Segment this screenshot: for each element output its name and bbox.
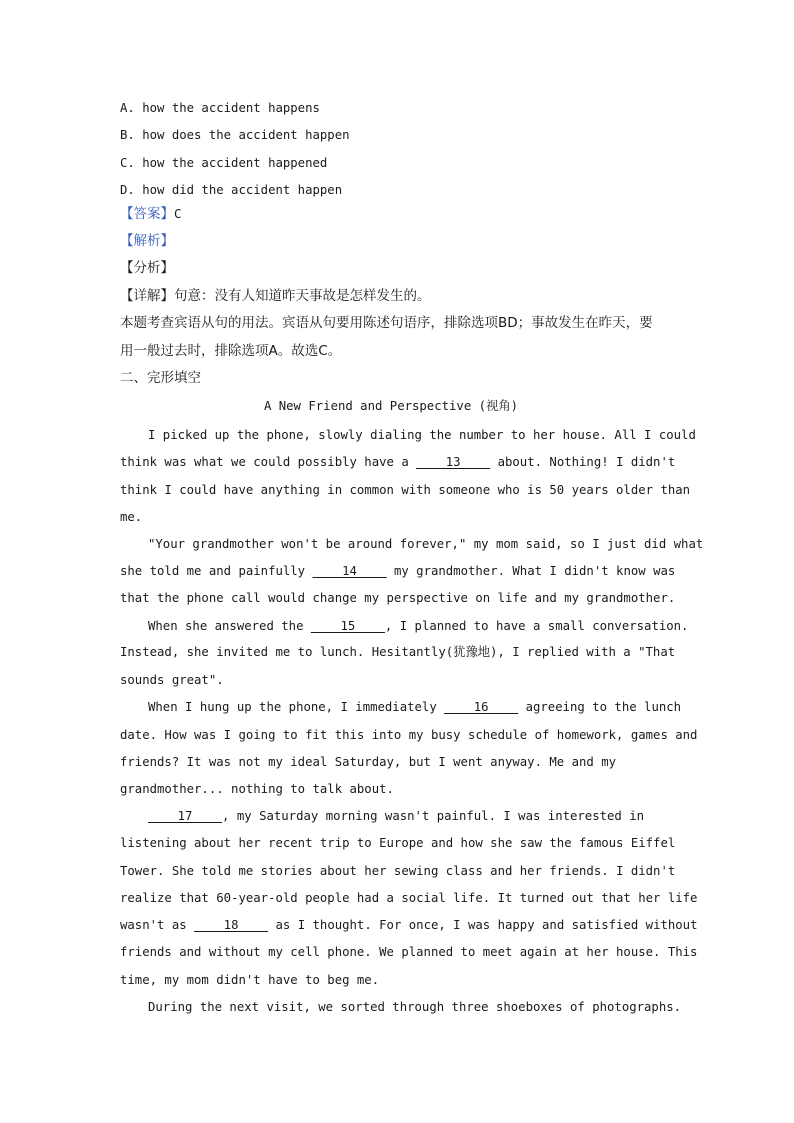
answer-value: C [174, 207, 182, 221]
blank-14[interactable]: ____14____ [312, 564, 387, 578]
passage-line: friends? It was not my ideal Saturday, but I went anyway. Me and my [120, 755, 617, 769]
explain-line-1: 本题考查宾语从句的用法。宾语从句要用陈述句语序，排除选项BD；事故发生在昨天，要 [120, 315, 653, 331]
passage-line: When she answered the ____15____, I planned to have a small conversation. [148, 619, 689, 633]
explain-line-2: 用一般过去时，排除选项A。故选C。 [120, 343, 342, 359]
option-c: C. how the accident happened [120, 156, 328, 170]
passage-line: think I could have anything in common with someone who is 50 years older than [120, 483, 691, 497]
detail-line [120, 287, 431, 305]
passage-line: sounds great". [120, 673, 224, 687]
passage-line: time, my mom didn't have to beg me. [120, 973, 380, 987]
passage-line: that the phone call would change my perspective on life and my grandmother. [120, 591, 676, 605]
passage-line: I picked up the phone, slowly dialing the number to her house. All I could [148, 428, 696, 442]
passage-line: listening about her recent trip to Europe and how she saw the famous Eiffel [120, 836, 676, 850]
passage-line: When I hung up the phone, I immediately ____16____ agreeing to the lunch [148, 700, 682, 714]
option-a: A. how the accident happens [120, 101, 320, 115]
option-b: B. how does the accident happen [120, 128, 350, 142]
fenxi-tag: 【分析】 [120, 260, 174, 276]
section-title: 二、完形填空 [120, 370, 201, 386]
detail-tag: 【详解】 [120, 288, 174, 304]
passage-line: During the next visit, we sorted through three shoeboxes of photographs. [148, 1000, 682, 1014]
passage-line: think was what we could possibly have a ____13____ about. Nothing! I didn't [120, 455, 676, 469]
blank-16[interactable]: ____16____ [444, 700, 519, 714]
passage-line: date. How was I going to fit this into my busy schedule of homework, games and [120, 728, 698, 742]
detail-text: 句意：没有人知道昨天事故是怎样发生的。 [174, 288, 431, 304]
analysis-tag: 【解析】 [120, 233, 174, 249]
passage-line: friends and without my cell phone. We planned to meet again at her house. This [120, 945, 698, 959]
passage-line: Tower. She told me stories about her sewing class and her friends. I didn't [120, 864, 676, 878]
passage-line: ____17____, my Saturday morning wasn't painful. I was interested in [148, 809, 645, 823]
passage-title: A New Friend and Perspective (视角) [263, 399, 519, 413]
blank-13[interactable]: ____13____ [416, 455, 491, 469]
answer-tag: 【答案】 [120, 206, 174, 222]
passage-line: realize that 60-year-old people had a social life. It turned out that her life [120, 891, 698, 905]
passage-line: Instead, she invited me to lunch. Hesitantly(犹豫地), I replied with a "That [120, 645, 676, 659]
answer-line [120, 205, 181, 223]
blank-17[interactable]: ____17____ [148, 809, 223, 823]
passage-line: "Your grandmother won't be around forever," my mom said, so I just did what [148, 537, 704, 551]
passage-line: me. [120, 510, 143, 524]
blank-18[interactable]: ____18____ [194, 918, 269, 932]
option-d: D. how did the accident happen [120, 183, 343, 197]
passage-line: wasn't as ____18____ as I thought. For once, I was happy and satisfied without [120, 918, 698, 932]
blank-15[interactable]: ____15____ [310, 619, 385, 633]
passage-line: grandmother... nothing to talk about. [120, 782, 394, 796]
passage-line: she told me and painfully ____14____ my grandmother. What I didn't know was [120, 564, 676, 578]
